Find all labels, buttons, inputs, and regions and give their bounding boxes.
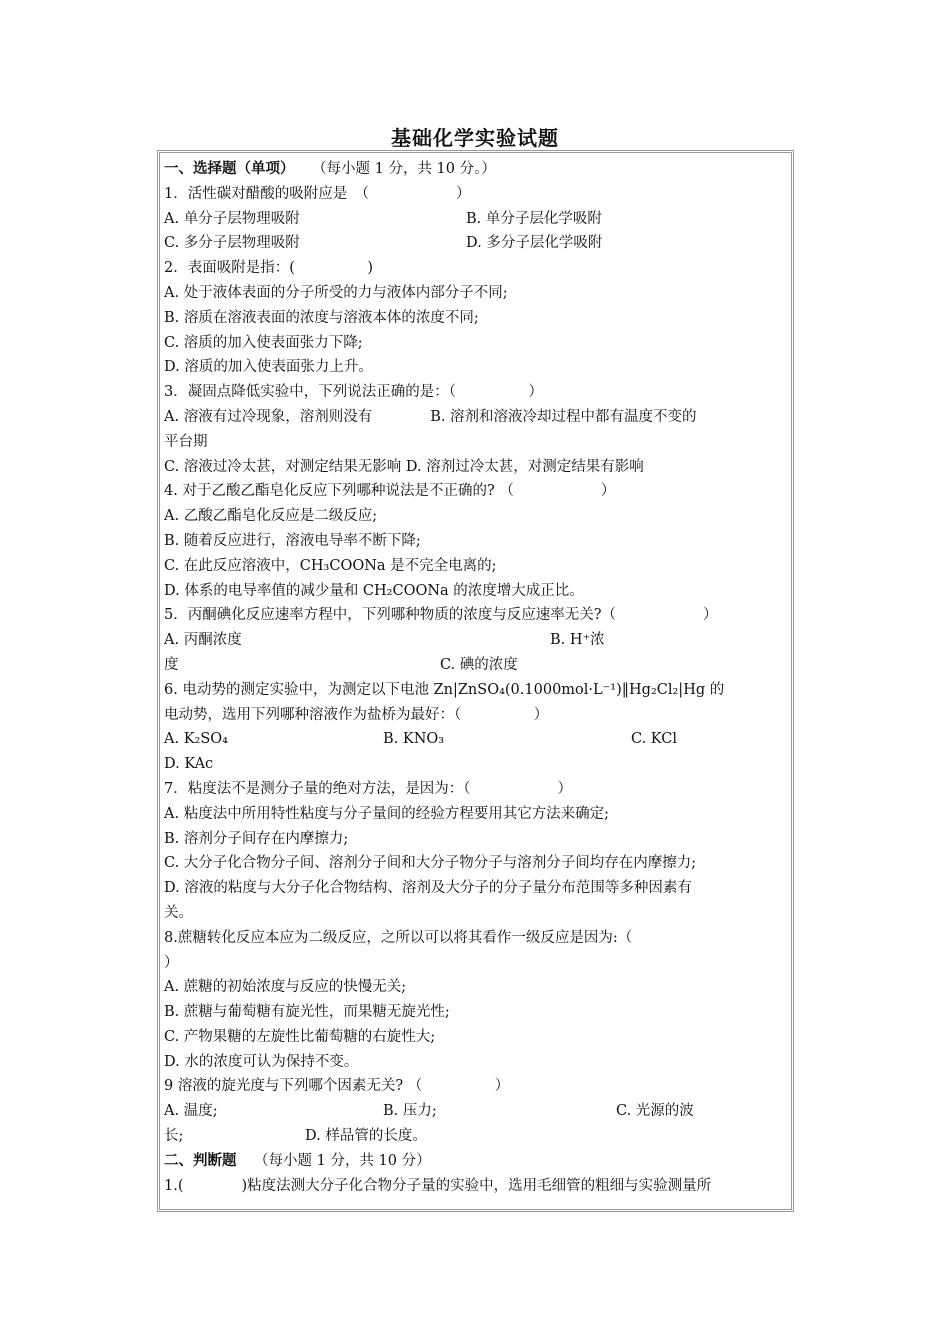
q3-options-ab: A. 溶液有过冷现象，溶剂则没有 B. 溶剂和溶液冷却过程中都有温度不变的 — [164, 408, 697, 425]
q3-options-ab-cont: 平台期 — [164, 433, 208, 450]
q5-options-ab — [164, 628, 786, 653]
q9-options-abc — [164, 1099, 786, 1124]
q4-option-c: C. 在此反应溶液中，CH₃COONa 是不完全电离的; — [164, 557, 497, 574]
q9-stem: 9 溶液的旋光度与下列哪个因素无关? （ ） — [164, 1078, 510, 1095]
q3-stem: 3．凝固点降低实验中，下列说法正确的是：（ ） — [164, 384, 543, 401]
q1-option-b: B. 单分子层化学吸附 — [466, 210, 602, 227]
q6-option-b: B. KNO₃ — [383, 731, 445, 748]
q9-options-cd — [164, 1124, 786, 1149]
q9-option-a: A. 温度; — [164, 1103, 218, 1120]
q2-option-c: C. 溶质的加入使表面张力下降; — [164, 334, 363, 351]
q1-option-c: C. 多分子层物理吸附 — [164, 235, 300, 252]
q9-option-d: D. 样品管的长度。 — [305, 1128, 427, 1145]
q4-stem: 4. 对于乙酸乙酯皂化反应下列哪种说法是不正确的? （ ） — [164, 483, 616, 500]
q1-options-cd — [164, 231, 786, 256]
q7-option-c: C. 大分子化合物分子间、溶剂分子间和大分子物分子与溶剂分子间均存在内摩擦力; — [164, 855, 697, 872]
q9-option-c-cont: 长; — [164, 1128, 184, 1145]
q7-option-a: A. 粘度法中所用特性粘度与分子量间的经验方程要用其它方法来确定; — [164, 805, 610, 822]
q9-option-c: C. 光源的波 — [616, 1103, 694, 1120]
q1-option-a: A. 单分子层物理吸附 — [164, 210, 300, 227]
q6-stem: 6. 电动势的测定实验中，为测定以下电池 Zn|ZnSO₄(0.1000mol·L⁻¹)‖Hg₂Cl₂|Hg 的 — [164, 681, 725, 698]
section2-note: （每小题 1 分，共 10 分） — [254, 1152, 431, 1169]
q1-stem: 1．活性碳对醋酸的吸附应是 （ ） — [164, 185, 471, 202]
q5-option-b-cont: 度 — [164, 656, 179, 673]
q6-stem-cont: 电动势，选用下列哪种溶液作为盐桥为最好：（ ） — [164, 706, 549, 723]
section2-header — [164, 1149, 786, 1174]
section1-heading: 一、选择题（单项） — [164, 161, 295, 177]
section2-heading: 二、判断题 — [164, 1152, 237, 1169]
q2-stem: 2．表面吸附是指：( ) — [164, 260, 374, 277]
q1-options-ab — [164, 207, 786, 232]
q5-options-bc — [164, 653, 786, 678]
q7-option-d: D. 溶液的粘度与大分子化合物结构、溶剂及大分子的分子量分布范围等多种因素有 — [164, 880, 692, 897]
q2-option-d: D. 溶质的加入使表面张力上升。 — [164, 359, 373, 376]
q9-option-b: B. 压力; — [383, 1103, 437, 1120]
q5-option-c: C. 碘的浓度 — [440, 656, 518, 673]
q4-option-a: A. 乙酸乙酯皂化反应是二级反应; — [164, 508, 378, 525]
q6-option-c: C. KCl — [631, 731, 677, 748]
page-title: 基础化学实验试题 — [391, 126, 559, 150]
q8-option-c: C. 产物果糖的左旋性比葡萄糖的右旋性大; — [164, 1028, 436, 1045]
q8-option-a: A. 蔗糖的初始浓度与反应的快慢无关; — [164, 979, 407, 996]
q5-option-b: B. H⁺浓 — [550, 632, 605, 649]
question-content — [164, 157, 786, 1198]
q8-stem: 8.蔗糖转化反应本应为二级反应，之所以可以将其看作一级反应是因为:（ — [164, 929, 633, 946]
q7-stem: 7．粘度法不是测分子量的绝对方法，是因为：（ ） — [164, 780, 572, 797]
j1-statement: 1.( )粘度法测大分子化合物分子量的实验中，选用毛细管的粗细与实验测量所 — [164, 1177, 712, 1194]
q3-options-cd: C. 溶液过冷太甚，对测定结果无影响 D. 溶剂过冷太甚，对测定结果有影响 — [164, 458, 644, 475]
q8-option-b: B. 蔗糖与葡萄糖有旋光性，而果糖无旋光性; — [164, 1004, 450, 1021]
q1-option-d: D. 多分子层化学吸附 — [466, 235, 603, 252]
q7-option-d-cont: 关。 — [164, 904, 193, 921]
q6-options-abc — [164, 727, 786, 752]
q4-option-b: B. 随着反应进行，溶液电导率不断下降; — [164, 532, 421, 549]
q5-stem: 5．丙酮碘化反应速率方程中，下列哪种物质的浓度与反应速率无关?（ ） — [164, 607, 718, 624]
q7-option-b: B. 溶剂分子间存在内摩擦力; — [164, 830, 349, 847]
q2-option-b: B. 溶质在溶液表面的浓度与溶液本体的浓度不同; — [164, 309, 479, 326]
q8-option-d: D. 水的浓度可认为保持不变。 — [164, 1053, 359, 1070]
q2-option-a: A. 处于液体表面的分子所受的力与液体内部分子不同; — [164, 284, 508, 301]
q4-option-d: D. 体系的电导率值的减少量和 CH₂COONa 的浓度增大成正比。 — [164, 582, 584, 599]
section1-note: （每小题 1 分，共 10 分。） — [312, 161, 496, 177]
q5-option-a: A. 丙酮浓度 — [164, 632, 242, 649]
section1-header — [164, 157, 786, 182]
q6-option-d: D. KAc — [164, 756, 214, 773]
q8-stem-cont: ） — [164, 954, 179, 971]
q6-option-a: A. K₂SO₄ — [164, 731, 228, 748]
